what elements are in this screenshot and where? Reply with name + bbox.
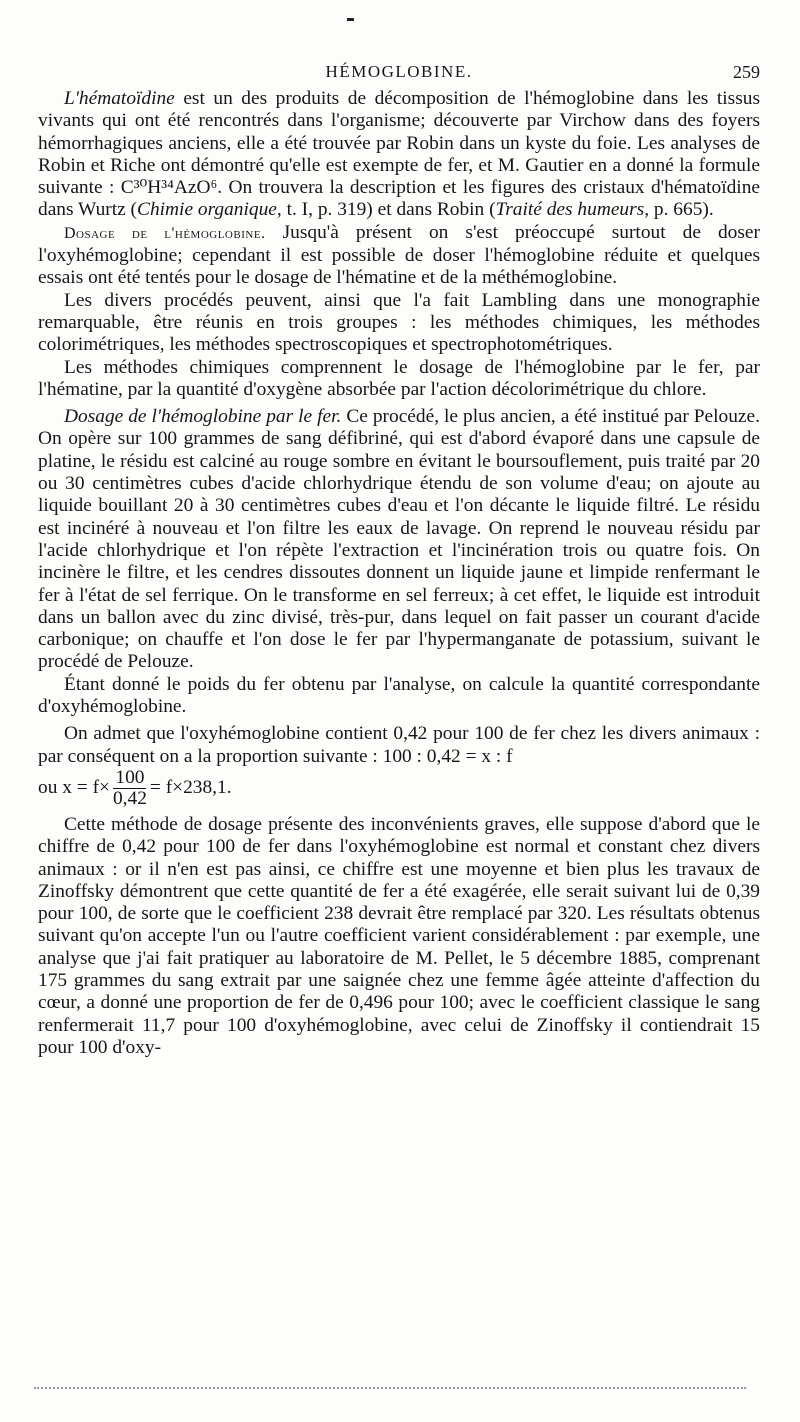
paragraph-text: est un des produits de décomposition de l'hémoglobine dans les tissus vivants qui ont été rencontrés dans l'organisme; découverte par Virchow dans des foyers hémorrhagiques anciens, elle a été trouvée par Robin dans un kyste du foie. Les analyses de Robin et Riche ont démontré qu'elle est exempte de fer, et M. Gautier en a donné la formule suivante : C³⁰H³⁴AzO⁶. On trouvera la description et les figures des cristaux d'hématoïdine dans Wurtz ( [38, 88, 760, 221]
paragraph-dosage [38, 222, 760, 290]
footer-rule [34, 1387, 746, 1389]
citation-chimie-organique: Chimie organique [137, 199, 277, 221]
citation-traite-humeurs: Traité des humeurs [495, 199, 645, 221]
formula-suffix: = f×238,1. [149, 777, 232, 799]
paragraph-dosage-fer [38, 406, 760, 674]
formula-fraction [113, 768, 147, 809]
paragraph-hematoidine [38, 88, 760, 222]
running-title: HÉMOGLOBINE. [325, 62, 473, 81]
paragraph-text: Ce procédé, le plus ancien, a été institué par Pelouze. On opère sur 100 grammes de sang défibriné, qui est d'abord évaporé dans une capsule de platine, le résidu est calciné au rouge sombre en évitant le boursouflement, puis traité par 20 ou 30 centimètres cubes d'acide chlorhydrique étendu de son volume d'eau; on ajoute au liquide bouillant 20 à 30 centimètres cubes d'eau et l'on décante le liquide filtré. Le résidu est incinéré à nouveau et l'on filtre les eaux de lavage. On reprend le nouveau résidu par l'acide chlorhydrique et l'on répète l'extraction et l'incinération trois ou quatre fois. On incinère le filtre, et les cendres dissoutes donnent un liquide jaune et limpide renfermant le fer à l'état de sel ferrique. On le transforme en sel ferreux; à cet effet, le liquide est introduit dans un ballon avec du zinc divisé, très-pur, dans lequel on fait passer un courant d'acide carbonique; on chauffe et l'on dose le fer par l'hypermanganate de potassium, suivant le procédé de Pelouze. [38, 406, 760, 673]
section-heading-dosage: Dosage de l'hémoglobine. [64, 224, 266, 242]
paragraph-text: , p. 665). [644, 199, 714, 221]
term-hematoidine: L'hématoïdine [64, 88, 175, 109]
paragraph-poids-fer: Étant donné le poids du fer obtenu par l'analyse, on calcule la quantité correspondante d'oxyhémoglobine. [38, 673, 760, 718]
formula-prefix: ou x = f× [38, 777, 110, 799]
paragraph-text: Jusqu'à présent on s'est préoccupé surtout de doser l'oxyhémoglobine; cependant il est possible de doser l'hémoglobine réduite et quelques essais ont été tentés pour le dosage de l'hématine et de la méthémoglobine. [38, 221, 760, 289]
body-text [38, 88, 760, 1059]
formula [38, 768, 760, 809]
page-number: 259 [733, 62, 760, 82]
paragraph-groupes: Les divers procédés peuvent, ainsi que l'a fait Lambling dans une monographie remarquable, être réunis en trois groupes : les méthodes chimiques, les méthodes colorimétriques, les méthodes spectroscopiques et spectrophotométriques. [38, 289, 760, 356]
formula-numerator: 100 [115, 766, 145, 788]
paragraph-inconvenients: Cette méthode de dosage présente des inconvénients graves, elle suppose d'abord que le chiffre de 0,42 pour 100 de fer dans l'oxyhémoglobine est normal et constant chez divers animaux : or il n'en est pas ainsi, ce chiffre est une moyenne et bien plus les travaux de Zinoffsky démontrent que cette quantité de fer a été exagérée, elle serait suivant lui de 0,39 pour 100, de sorte que le coefficient 238 devrait être remplacé par 320. Les résultats obtenus suivant qu'on accepte l'un ou l'autre coefficient varient considérablement : par exemple, une analyse que j'ai fait pratiquer au laboratoire de M. Pellet, le 5 décembre 1885, comprenant 175 grammes du sang extrait par une saignée chez une femme âgée atteinte d'affection du cœur, a donné une proportion de fer de 0,496 pour 100; avec le coefficient classique le sang renfermerait 11,7 pour 100 d'oxyhémoglobine, avec celui de Zinoffsky il contiendrait 15 pour 100 d'oxy- [38, 813, 760, 1058]
paragraph-proportion: On admet que l'oxyhémoglobine contient 0,42 pour 100 de fer chez les divers animaux : par conséquent on a la proportion suivante : 100 : 0,42 = x : f [38, 723, 760, 767]
paragraph-methodes-chimiques: Les méthodes chimiques comprennent le dosage de l'hémoglobine par le fer, par l'hématine, par la quantité d'oxygène absorbée par l'action décolorimétrique du chlore. [38, 356, 760, 400]
paragraph-text: , t. I, p. 319) et dans Robin ( [276, 199, 496, 221]
subheading-dosage-fer: Dosage de l'hémoglobine par le fer. [64, 406, 342, 428]
running-header [38, 62, 760, 84]
print-mark [347, 18, 354, 21]
formula-denominator: 0,42 [112, 787, 147, 809]
